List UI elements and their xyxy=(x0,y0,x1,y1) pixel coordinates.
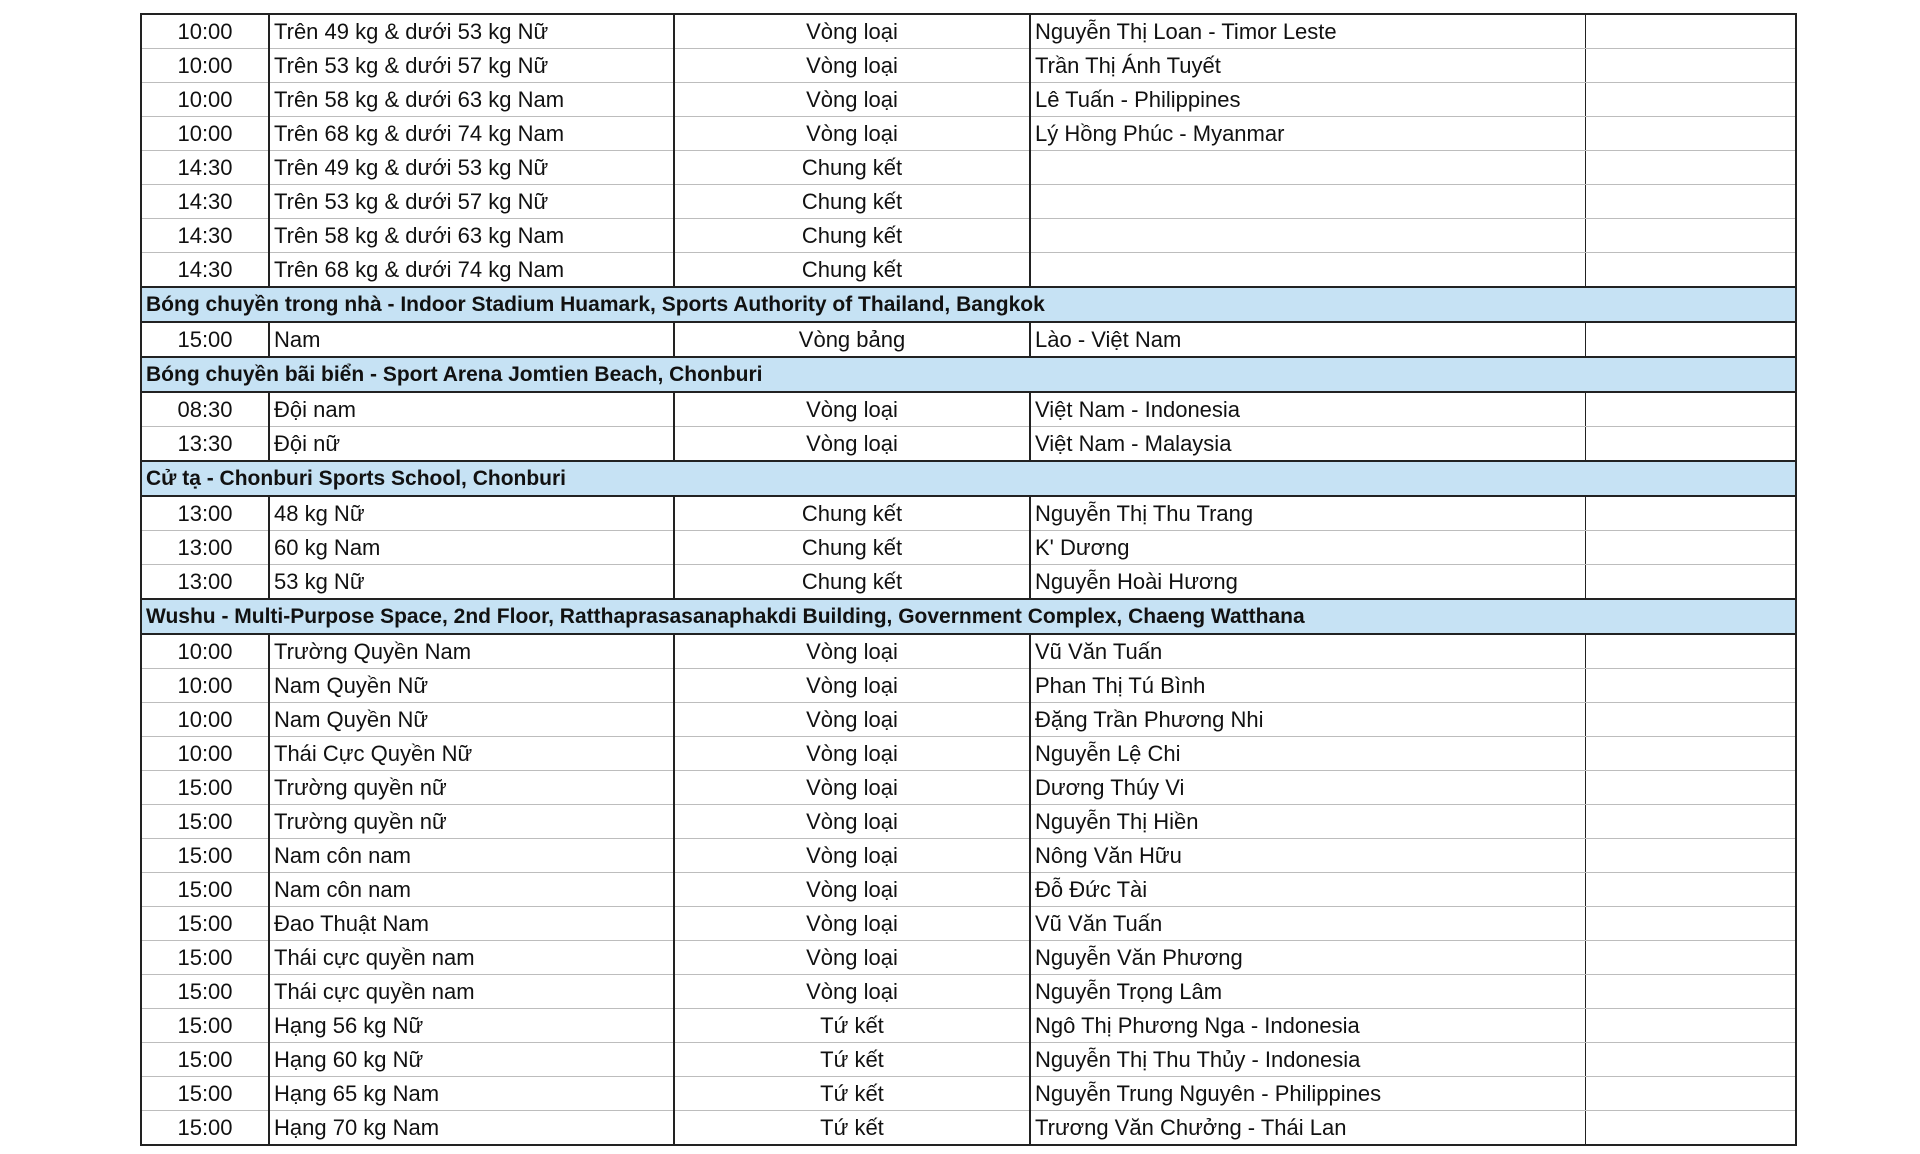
time-cell: 10:00 xyxy=(141,703,269,737)
time-cell: 13:00 xyxy=(141,531,269,565)
table-row xyxy=(141,839,1796,873)
section-title: Wushu - Multi-Purpose Space, 2nd Floor, Ratthaprasasanaphakdi Building, Government Complex, Chaeng Watthana xyxy=(141,599,1796,634)
round-cell: Vòng loại xyxy=(674,873,1030,907)
event-cell: Trên 68 kg & dưới 74 kg Nam xyxy=(269,253,674,288)
table-row xyxy=(141,253,1796,288)
athlete-cell: Nguyễn Hoài Hương xyxy=(1030,565,1585,600)
table-row xyxy=(141,151,1796,185)
athlete-cell: Nguyễn Trọng Lâm xyxy=(1030,975,1585,1009)
athlete-cell: Nguyễn Lệ Chi xyxy=(1030,737,1585,771)
empty-cell xyxy=(1585,873,1796,907)
event-cell: Trên 58 kg & dưới 63 kg Nam xyxy=(269,83,674,117)
empty-cell xyxy=(1585,771,1796,805)
athlete-cell xyxy=(1030,151,1585,185)
time-cell: 15:00 xyxy=(141,907,269,941)
time-cell: 15:00 xyxy=(141,873,269,907)
event-cell: Trên 49 kg & dưới 53 kg Nữ xyxy=(269,14,674,49)
table-row xyxy=(141,1077,1796,1111)
time-cell: 15:00 xyxy=(141,771,269,805)
table-row xyxy=(141,531,1796,565)
section-header-row xyxy=(141,357,1796,392)
time-cell: 10:00 xyxy=(141,117,269,151)
athlete-cell: Lào - Việt Nam xyxy=(1030,322,1585,357)
round-cell: Tứ kết xyxy=(674,1009,1030,1043)
athlete-cell: K' Dương xyxy=(1030,531,1585,565)
event-cell: Trường quyền nữ xyxy=(269,805,674,839)
table-row xyxy=(141,1111,1796,1146)
time-cell: 14:30 xyxy=(141,253,269,288)
table-row xyxy=(141,975,1796,1009)
table-row xyxy=(141,496,1796,531)
round-cell: Tứ kết xyxy=(674,1077,1030,1111)
athlete-cell: Đỗ Đức Tài xyxy=(1030,873,1585,907)
athlete-cell: Trần Thị Ánh Tuyết xyxy=(1030,49,1585,83)
section-title: Cử tạ - Chonburi Sports School, Chonburi xyxy=(141,461,1796,496)
event-cell: Nam côn nam xyxy=(269,839,674,873)
table-row xyxy=(141,634,1796,669)
round-cell: Vòng loại xyxy=(674,49,1030,83)
event-cell: Trên 68 kg & dưới 74 kg Nam xyxy=(269,117,674,151)
event-cell: Hạng 56 kg Nữ xyxy=(269,1009,674,1043)
time-cell: 10:00 xyxy=(141,737,269,771)
round-cell: Vòng loại xyxy=(674,737,1030,771)
time-cell: 15:00 xyxy=(141,1111,269,1146)
table-row xyxy=(141,941,1796,975)
empty-cell xyxy=(1585,253,1796,288)
empty-cell xyxy=(1585,805,1796,839)
athlete-cell: Nguyễn Văn Phương xyxy=(1030,941,1585,975)
empty-cell xyxy=(1585,669,1796,703)
time-cell: 15:00 xyxy=(141,322,269,357)
event-cell: 48 kg Nữ xyxy=(269,496,674,531)
athlete-cell xyxy=(1030,219,1585,253)
athlete-cell: Nguyễn Trung Nguyên - Philippines xyxy=(1030,1077,1585,1111)
table-row xyxy=(141,1009,1796,1043)
time-cell: 14:30 xyxy=(141,219,269,253)
athlete-cell: Việt Nam - Indonesia xyxy=(1030,392,1585,427)
event-cell: Hạng 60 kg Nữ xyxy=(269,1043,674,1077)
table-row xyxy=(141,771,1796,805)
round-cell: Chung kết xyxy=(674,219,1030,253)
round-cell: Vòng loại xyxy=(674,83,1030,117)
table-row xyxy=(141,805,1796,839)
athlete-cell: Trương Văn Chưởng - Thái Lan xyxy=(1030,1111,1585,1146)
time-cell: 15:00 xyxy=(141,1009,269,1043)
event-cell: Trường quyền nữ xyxy=(269,771,674,805)
round-cell: Chung kết xyxy=(674,185,1030,219)
round-cell: Vòng loại xyxy=(674,975,1030,1009)
athlete-cell: Nông Văn Hữu xyxy=(1030,839,1585,873)
event-cell: Hạng 70 kg Nam xyxy=(269,1111,674,1146)
round-cell: Vòng loại xyxy=(674,839,1030,873)
round-cell: Vòng loại xyxy=(674,392,1030,427)
empty-cell xyxy=(1585,703,1796,737)
athlete-cell: Lê Tuấn - Philippines xyxy=(1030,83,1585,117)
table-row xyxy=(141,322,1796,357)
empty-cell xyxy=(1585,907,1796,941)
table-row xyxy=(141,83,1796,117)
table-row xyxy=(141,427,1796,462)
round-cell: Chung kết xyxy=(674,531,1030,565)
event-cell: Trên 53 kg & dưới 57 kg Nữ xyxy=(269,185,674,219)
athlete-cell: Nguyễn Thị Thu Thủy - Indonesia xyxy=(1030,1043,1585,1077)
time-cell: 15:00 xyxy=(141,805,269,839)
empty-cell xyxy=(1585,737,1796,771)
table-row xyxy=(141,565,1796,600)
empty-cell xyxy=(1585,496,1796,531)
empty-cell xyxy=(1585,14,1796,49)
round-cell: Vòng loại xyxy=(674,634,1030,669)
time-cell: 14:30 xyxy=(141,185,269,219)
section-title: Bóng chuyền bãi biển - Sport Arena Jomtien Beach, Chonburi xyxy=(141,357,1796,392)
athlete-cell: Việt Nam - Malaysia xyxy=(1030,427,1585,462)
table-row xyxy=(141,392,1796,427)
athlete-cell: Vũ Văn Tuấn xyxy=(1030,634,1585,669)
empty-cell xyxy=(1585,531,1796,565)
empty-cell xyxy=(1585,941,1796,975)
time-cell: 15:00 xyxy=(141,941,269,975)
round-cell: Chung kết xyxy=(674,253,1030,288)
table-row xyxy=(141,737,1796,771)
event-cell: Thái cực quyền nam xyxy=(269,941,674,975)
table-row xyxy=(141,703,1796,737)
round-cell: Vòng loại xyxy=(674,427,1030,462)
empty-cell xyxy=(1585,565,1796,600)
athlete-cell: Nguyễn Thị Hiền xyxy=(1030,805,1585,839)
empty-cell xyxy=(1585,49,1796,83)
schedule-body xyxy=(141,14,1796,1145)
empty-cell xyxy=(1585,185,1796,219)
time-cell: 15:00 xyxy=(141,1043,269,1077)
table-row xyxy=(141,669,1796,703)
time-cell: 15:00 xyxy=(141,975,269,1009)
event-cell: Đội nữ xyxy=(269,427,674,462)
time-cell: 15:00 xyxy=(141,839,269,873)
empty-cell xyxy=(1585,1009,1796,1043)
empty-cell xyxy=(1585,427,1796,462)
schedule-table xyxy=(140,13,1797,1146)
table-row xyxy=(141,907,1796,941)
event-cell: 60 kg Nam xyxy=(269,531,674,565)
round-cell: Tứ kết xyxy=(674,1111,1030,1146)
time-cell: 10:00 xyxy=(141,634,269,669)
round-cell: Vòng loại xyxy=(674,907,1030,941)
time-cell: 14:30 xyxy=(141,151,269,185)
event-cell: Thái cực quyền nam xyxy=(269,975,674,1009)
athlete-cell: Ngô Thị Phương Nga - Indonesia xyxy=(1030,1009,1585,1043)
event-cell: Hạng 65 kg Nam xyxy=(269,1077,674,1111)
empty-cell xyxy=(1585,392,1796,427)
empty-cell xyxy=(1585,151,1796,185)
empty-cell xyxy=(1585,219,1796,253)
time-cell: 10:00 xyxy=(141,669,269,703)
athlete-cell: Nguyễn Thị Loan - Timor Leste xyxy=(1030,14,1585,49)
round-cell: Vòng loại xyxy=(674,14,1030,49)
table-row xyxy=(141,185,1796,219)
event-cell: Trường Quyền Nam xyxy=(269,634,674,669)
event-cell: Nam Quyền Nữ xyxy=(269,669,674,703)
empty-cell xyxy=(1585,839,1796,873)
time-cell: 13:00 xyxy=(141,565,269,600)
empty-cell xyxy=(1585,1111,1796,1146)
section-header-row xyxy=(141,287,1796,322)
table-row xyxy=(141,219,1796,253)
event-cell: Thái Cực Quyền Nữ xyxy=(269,737,674,771)
athlete-cell xyxy=(1030,185,1585,219)
empty-cell xyxy=(1585,634,1796,669)
empty-cell xyxy=(1585,117,1796,151)
athlete-cell: Lý Hồng Phúc - Myanmar xyxy=(1030,117,1585,151)
event-cell: Đao Thuật Nam xyxy=(269,907,674,941)
time-cell: 15:00 xyxy=(141,1077,269,1111)
table-row xyxy=(141,873,1796,907)
round-cell: Vòng loại xyxy=(674,941,1030,975)
empty-cell xyxy=(1585,1077,1796,1111)
table-row xyxy=(141,49,1796,83)
round-cell: Vòng loại xyxy=(674,117,1030,151)
table-row xyxy=(141,117,1796,151)
athlete-cell: Dương Thúy Vi xyxy=(1030,771,1585,805)
time-cell: 13:00 xyxy=(141,496,269,531)
round-cell: Vòng bảng xyxy=(674,322,1030,357)
event-cell: Trên 58 kg & dưới 63 kg Nam xyxy=(269,219,674,253)
section-header-row xyxy=(141,599,1796,634)
time-cell: 10:00 xyxy=(141,14,269,49)
time-cell: 13:30 xyxy=(141,427,269,462)
round-cell: Chung kết xyxy=(674,496,1030,531)
section-header-row xyxy=(141,461,1796,496)
table-row xyxy=(141,14,1796,49)
athlete-cell xyxy=(1030,253,1585,288)
athlete-cell: Vũ Văn Tuấn xyxy=(1030,907,1585,941)
round-cell: Vòng loại xyxy=(674,669,1030,703)
athlete-cell: Phan Thị Tú Bình xyxy=(1030,669,1585,703)
event-cell: Nam côn nam xyxy=(269,873,674,907)
round-cell: Tứ kết xyxy=(674,1043,1030,1077)
event-cell: Trên 49 kg & dưới 53 kg Nữ xyxy=(269,151,674,185)
section-title: Bóng chuyền trong nhà - Indoor Stadium Huamark, Sports Authority of Thailand, Bangkok xyxy=(141,287,1796,322)
round-cell: Vòng loại xyxy=(674,703,1030,737)
athlete-cell: Nguyễn Thị Thu Trang xyxy=(1030,496,1585,531)
time-cell: 10:00 xyxy=(141,49,269,83)
empty-cell xyxy=(1585,975,1796,1009)
event-cell: Đội nam xyxy=(269,392,674,427)
event-cell: Trên 53 kg & dưới 57 kg Nữ xyxy=(269,49,674,83)
round-cell: Chung kết xyxy=(674,565,1030,600)
event-cell: 53 kg Nữ xyxy=(269,565,674,600)
round-cell: Vòng loại xyxy=(674,771,1030,805)
round-cell: Chung kết xyxy=(674,151,1030,185)
time-cell: 10:00 xyxy=(141,83,269,117)
round-cell: Vòng loại xyxy=(674,805,1030,839)
table-row xyxy=(141,1043,1796,1077)
athlete-cell: Đặng Trần Phương Nhi xyxy=(1030,703,1585,737)
event-cell: Nam xyxy=(269,322,674,357)
time-cell: 08:30 xyxy=(141,392,269,427)
empty-cell xyxy=(1585,322,1796,357)
event-cell: Nam Quyền Nữ xyxy=(269,703,674,737)
empty-cell xyxy=(1585,1043,1796,1077)
empty-cell xyxy=(1585,83,1796,117)
